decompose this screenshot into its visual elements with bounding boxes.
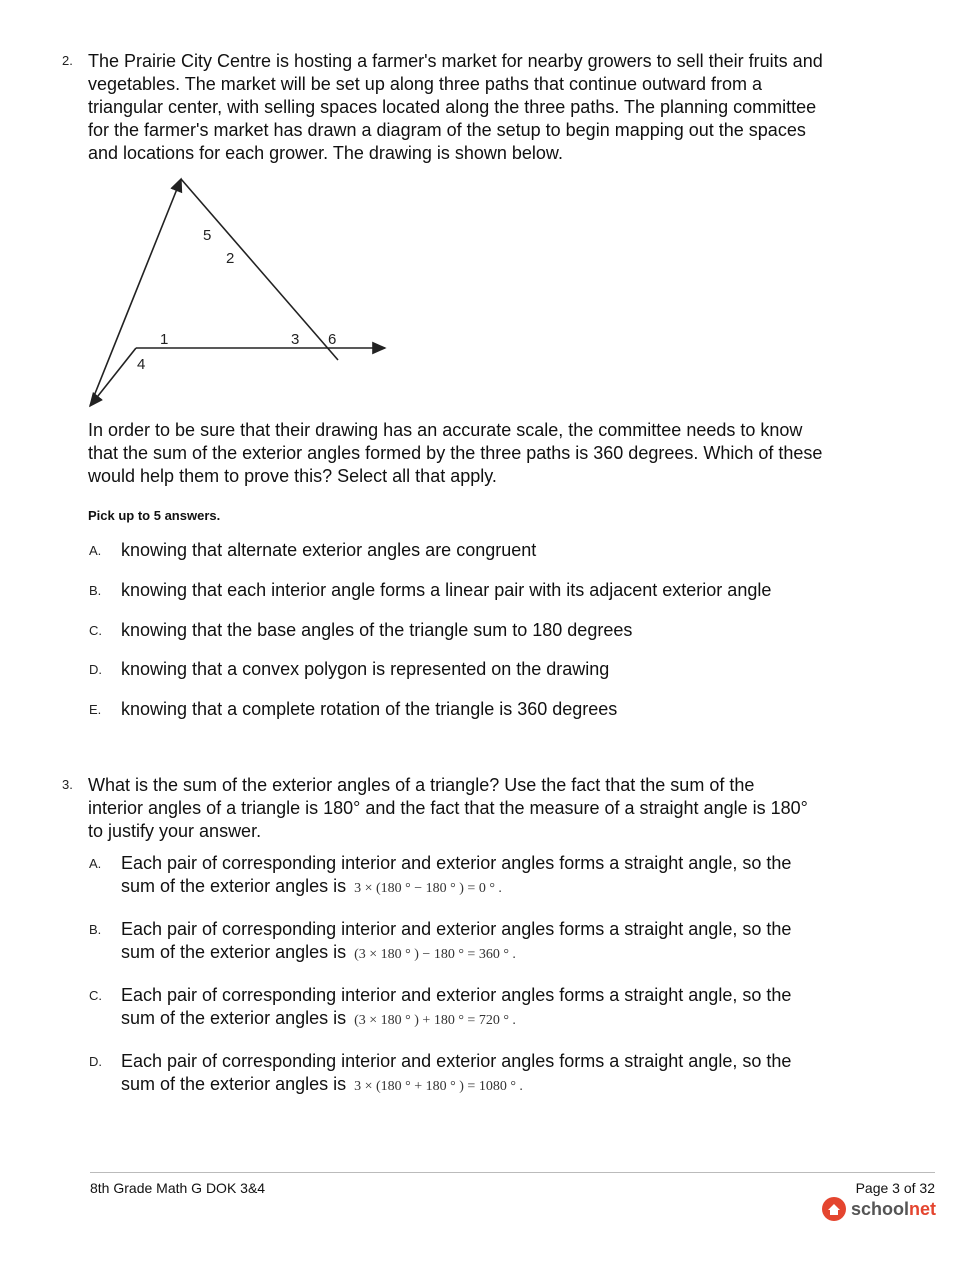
option-text: knowing that the base angles of the triangle sum to 180 degrees <box>121 620 633 640</box>
answer-option-d[interactable] <box>89 658 610 681</box>
question-prompt: In order to be sure that their drawing has an accurate scale, the committee needs to know that the sum of the exterior angles formed by the three paths is 360 degrees. Which of these would help them to prove this? Select all that apply. <box>88 420 823 486</box>
question-number: 2. <box>62 53 73 68</box>
option-math: (3 × 180 ° ) − 180 ° = 360 ° . <box>354 947 516 962</box>
home-icon <box>821 1196 847 1222</box>
option-text: Each pair of corresponding interior and exterior angles forms a straight angle, so the sum of the exterior angles is <box>121 853 792 896</box>
option-text: Each pair of corresponding interior and exterior angles forms a straight angle, so the sum of the exterior angles is <box>121 985 792 1028</box>
question-stem: What is the sum of the exterior angles of a triangle? Use the fact that the sum of the interior angles of a triangle is 180° and the fact that the measure of a straight angle is 180° to justify your answer. <box>88 775 808 841</box>
footer-title: 8th Grade Math G DOK 3&4 <box>90 1180 266 1196</box>
answer-option-a[interactable] <box>89 852 826 900</box>
angle-label-4: 4 <box>137 356 146 373</box>
footer-divider <box>90 1172 935 1173</box>
angle-label-1: 1 <box>160 331 169 348</box>
answer-option-b[interactable] <box>89 579 772 602</box>
answer-option-a[interactable] <box>89 539 537 562</box>
schoolnet-logo <box>821 1196 936 1222</box>
question-number: 3. <box>62 777 73 792</box>
logo-text-net: net <box>909 1198 937 1219</box>
answer-option-c[interactable] <box>89 619 633 642</box>
option-letter: B. <box>89 922 102 937</box>
answer-option-e[interactable] <box>89 698 618 721</box>
answer-option-c[interactable] <box>89 984 826 1032</box>
option-letter: D. <box>89 1054 102 1069</box>
path-line-left-down <box>90 348 136 406</box>
option-math: 3 × (180 ° + 180 ° ) = 1080 ° . <box>354 1079 523 1094</box>
path-line-left-up <box>90 179 181 406</box>
option-math: (3 × 180 ° ) + 180 ° = 720 ° . <box>354 1013 516 1028</box>
question-stem: The Prairie City Centre is hosting a farmer's market for nearby growers to sell their fruits and vegetables. The market will be set up along three paths that continue outward from a triangular center, with selling spaces located along the three paths. The planning committee for the farmer's market has drawn a diagram of the setup to begin mapping out the spaces and locations for each grower. The drawing is shown below. <box>88 51 823 163</box>
angle-label-2: 2 <box>226 250 235 267</box>
option-text: Each pair of corresponding interior and exterior angles forms a straight angle, so the sum of the exterior angles is <box>121 1051 792 1094</box>
page-number: Page 3 of 32 <box>855 1180 935 1196</box>
option-text: knowing that each interior angle forms a linear pair with its adjacent exterior angle <box>121 580 772 600</box>
triangle-diagram <box>80 170 400 415</box>
option-text: knowing that a convex polygon is represented on the drawing <box>121 659 610 679</box>
answer-instruction: Pick up to 5 answers. <box>88 508 221 523</box>
angle-label-6: 6 <box>328 331 337 348</box>
option-text: knowing that alternate exterior angles are congruent <box>121 540 537 560</box>
path-line-right <box>181 179 338 360</box>
answer-option-d[interactable] <box>89 1050 826 1098</box>
option-text: knowing that a complete rotation of the triangle is 360 degrees <box>121 699 618 719</box>
angle-label-3: 3 <box>291 331 300 348</box>
option-letter: A. <box>89 543 102 558</box>
option-letter: C. <box>89 988 102 1003</box>
option-math: 3 × (180 ° − 180 ° ) = 0 ° . <box>354 881 502 896</box>
option-text: Each pair of corresponding interior and exterior angles forms a straight angle, so the sum of the exterior angles is <box>121 919 792 962</box>
answer-option-b[interactable] <box>89 918 826 966</box>
option-letter: A. <box>89 856 102 871</box>
option-letter: C. <box>89 623 102 638</box>
logo-text-school: school <box>851 1198 910 1219</box>
angle-label-5: 5 <box>203 227 212 244</box>
option-letter: D. <box>89 662 102 677</box>
option-letter: B. <box>89 583 102 598</box>
option-letter: E. <box>89 702 102 717</box>
